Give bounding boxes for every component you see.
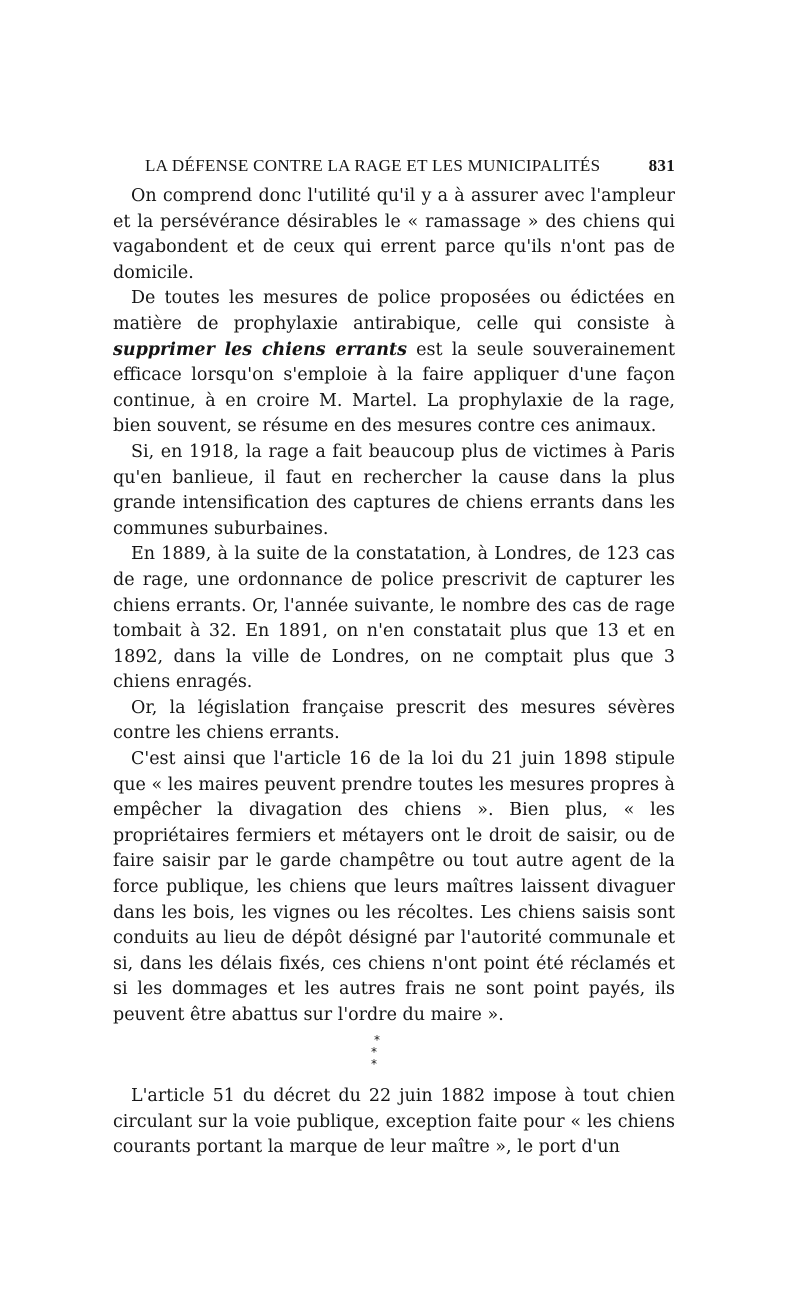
running-header xyxy=(145,156,675,180)
paragraph: Or, la législation française prescrit des mesures sévères contre les chiens errants. xyxy=(113,697,675,744)
main-text xyxy=(113,184,675,1029)
paragraph: On comprend donc l'utilité qu'il y a à assurer avec l'ampleur et la persévérance désirables le « ramassage » des chiens qui vagabondent et de ceux qui errent parce qu'ils n'ont pas de domicile. xyxy=(113,186,675,283)
separator-stars-bottom: * * xyxy=(371,1045,383,1071)
paragraph: En 1889, à la suite de la constatation, à Londres, de 123 cas de rage, une ordonnance de police prescrivit de capturer les chiens errants. Or, l'année suivante, le nombre des cas de rage tombait à 32. En 1891, on n'en constatait plus que 13 et en 1892, dans la ville de Londres, on ne comptait plus que 3 chiens enragés. xyxy=(113,544,675,693)
paragraph: De toutes les mesures de police proposées ou édictées en matière de prophylaxie antirabique, celle qui consiste à supprimer les chiens errants est la seule souverainement efficace lorsqu'on s'emploie à la faire appliquer d'une façon continue, à en croire M. Martel. La prophylaxie de la rage, bien souvent, se résume en des mesures contre ces animaux. xyxy=(113,288,675,437)
separator-star-top: * xyxy=(374,1033,380,1047)
paragraph: Si, en 1918, la rage a fait beaucoup plus de victimes à Paris qu'en banlieue, il faut en rechercher la cause dans la plus grande intensification des captures de chiens errants dans les communes suburbaines. xyxy=(113,441,675,539)
emphasis-text: supprimer les chiens errants xyxy=(113,339,407,360)
running-title: LA DÉFENSE CONTRE LA RAGE ET LES MUNICIPALITÉS xyxy=(145,156,601,175)
paragraph: C'est ainsi que l'article 16 de la loi du 21 juin 1898 stipule que « les maires peuvent prendre toutes les mesures propres à empêcher la divagation des chiens ». Bien plus, « les propriétaires fermiers et métayers ont le droit de saisir, ou de faire saisir par le garde champêtre ou tout autre agent de la force publique, les chiens que leurs maîtres laissent divaguer dans les bois, les vignes ou les récoltes. Les chiens saisis sont conduits au lieu de dépôt désigné par l'autorité communale et si, dans les délais fixés, ces chiens n'ont point été réclamés et si les dommages et les autres frais ne sont point payés, ils peuvent être abattus sur l'ordre du maire ». xyxy=(113,749,675,1025)
paragraph: L'article 51 du décret du 22 juin 1882 impose à tout chien circulant sur la voie publique, exception faite pour « les chiens courants portant la marque de leur maître », le port d'un xyxy=(113,1086,675,1158)
section-text xyxy=(113,1084,675,1161)
section-separator xyxy=(362,1033,392,1071)
page-number: 831 xyxy=(648,156,675,175)
